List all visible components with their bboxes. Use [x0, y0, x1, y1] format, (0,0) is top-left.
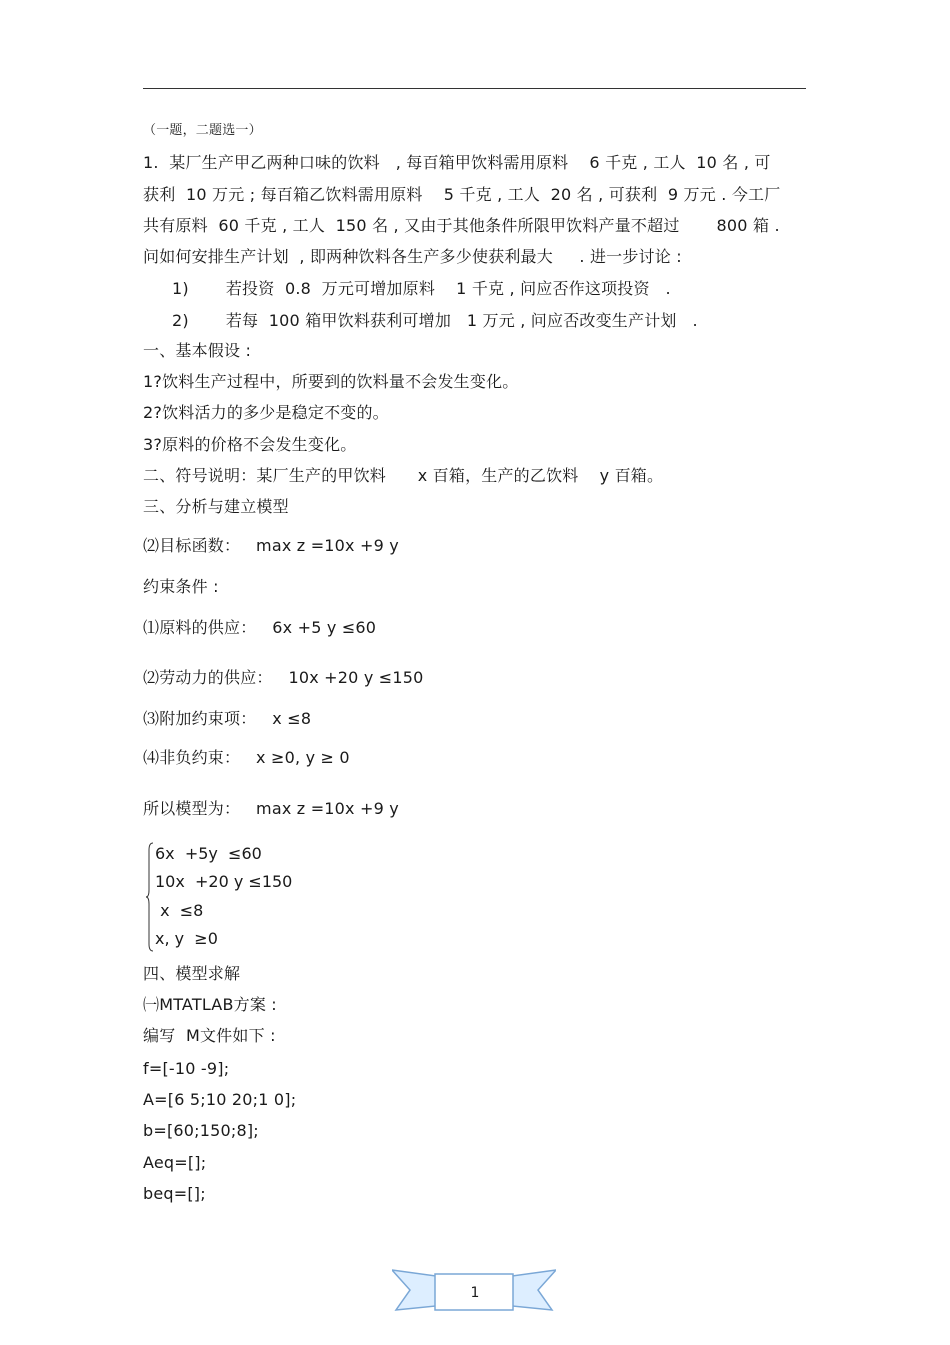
discussion-item-1: 1) 若投资 0.8 万元可增加原料 1 千克 , 问应否作这项投资 . [172, 279, 671, 298]
constraints-title: 约束条件 : [143, 577, 219, 596]
constraint-material: ⑴原料的供应： 6x +5 y ≤60 [143, 618, 377, 637]
constraint-nonnegative: ⑷非负约束： x ≥0, y ≥ 0 [143, 748, 350, 767]
system-line-4: x, y ≥0 [155, 929, 218, 948]
code-intro: 编写 M文件如下 : [143, 1026, 276, 1045]
model-statement: 所以模型为： max z =10x +9 y [143, 799, 399, 818]
problem-line-2: 获利 10 万元 ; 每百箱乙饮料需用原料 5 千克 , 工人 20 名 , 可获利 9 万元 . 今工厂 [143, 185, 781, 204]
code-line-2: A=[6 5;10 20;1 0]; [143, 1090, 297, 1109]
section-symbols: 二、符号说明：某厂生产的甲饮料 x 百箱，生产的乙饮料 y 百箱。 [143, 466, 664, 485]
assumption-1: 1?饮料生产过程中，所要到的饮料量不会发生变化。 [143, 372, 519, 391]
constraint-labor: ⑵劳动力的供应： 10x +20 y ≤150 [143, 668, 424, 687]
code-line-1: f=[-10 -9]; [143, 1059, 230, 1078]
discussion-item-2: 2) 若每 100 箱甲饮料获利可增加 1 万元 , 问应否改变生产计划 . [172, 311, 698, 330]
problem-line-3: 共有原料 60 千克 , 工人 150 名 , 又由于其他条件所限甲饮料产量不超过 800 箱 . [143, 216, 780, 235]
section-model-title: 三、分析与建立模型 [143, 497, 289, 516]
question-choice-note: （一题，二题选一） [143, 123, 262, 138]
objective-function: ⑵目标函数： max z =10x +9 y [143, 536, 399, 555]
page-number: 1 [470, 1285, 480, 1301]
section-assumptions-title: 一、基本假设 : [143, 341, 252, 360]
left-brace-icon [146, 842, 154, 952]
constraint-extra: ⑶附加约束项： x ≤8 [143, 709, 312, 728]
section-solution-title: 四、模型求解 [143, 964, 241, 983]
code-line-3: b=[60;150;8]; [143, 1121, 259, 1140]
header-rule [143, 88, 806, 89]
problem-line-4: 问如何安排生产计划 , 即两种饮料各生产多少使获利最大 . 进一步讨论 : [143, 247, 682, 266]
solution-method: ㈠MTATLAB方案 : [143, 995, 277, 1014]
assumption-3: 3?原料的价格不会发生变化。 [143, 435, 357, 454]
assumption-2: 2?饮料活力的多少是稳定不变的。 [143, 403, 389, 422]
problem-line-1: 1. 某厂生产甲乙两种口味的饮料 , 每百箱甲饮料需用原料 6 千克 , 工人 10 名 , 可 [143, 153, 771, 172]
system-line-1: 6x +5y ≤60 [155, 844, 262, 863]
system-line-2: 10x +20 y ≤150 [155, 872, 293, 891]
code-line-4: Aeq=[]; [143, 1153, 207, 1172]
code-line-5: beq=[]; [143, 1184, 206, 1203]
system-line-3: x ≤8 [155, 901, 204, 920]
